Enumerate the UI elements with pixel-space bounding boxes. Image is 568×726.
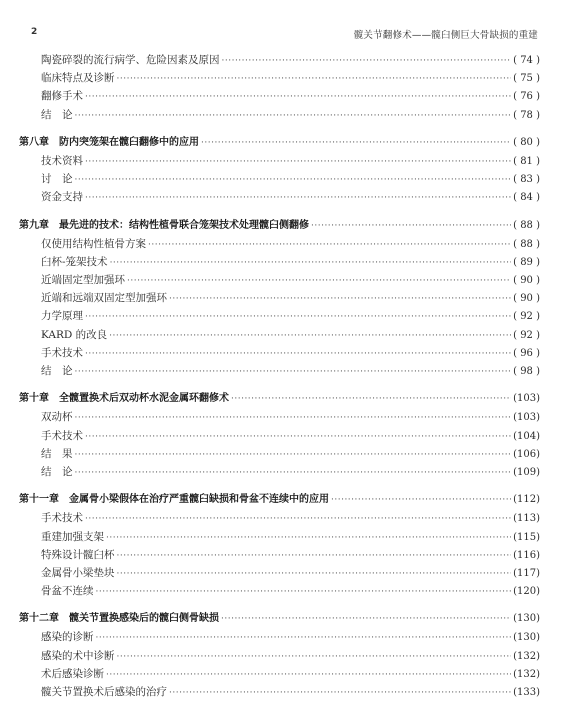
toc-entry-page: (130) — [513, 632, 540, 644]
toc-entry-title: 近端和远端双固定型加强环 — [41, 292, 167, 305]
toc-entry-title: 双动杯 — [41, 411, 73, 424]
toc-entry[interactable] — [19, 344, 540, 362]
toc-entry-page: (120) — [513, 586, 540, 598]
toc-entry-page: (132) — [513, 650, 540, 662]
toc-entry[interactable] — [19, 408, 540, 426]
toc-entry[interactable] — [19, 289, 540, 307]
toc-chapter-page: (130) — [513, 613, 540, 625]
toc-entry-page: (104) — [513, 430, 540, 442]
toc-entry-page: (132) — [513, 668, 540, 680]
toc-entry[interactable] — [19, 51, 540, 69]
dot-leader — [148, 236, 511, 254]
toc-chapter — [19, 217, 540, 381]
toc-entry-title: 骨盆不连续 — [41, 585, 94, 598]
toc-entry[interactable] — [19, 509, 540, 527]
toc-entry[interactable] — [19, 307, 540, 325]
toc-chapter — [19, 390, 540, 481]
toc-entry[interactable] — [19, 427, 540, 445]
toc-entry-title: 结 论 — [41, 108, 73, 121]
dot-leader — [117, 70, 512, 88]
toc-chapter-page: (112) — [513, 494, 540, 506]
toc-entry-page: ( 83 ) — [513, 174, 540, 186]
toc-chapter — [19, 134, 540, 207]
page-number: 2 — [31, 27, 38, 37]
toc-entry-title: 讨 论 — [41, 173, 73, 186]
toc-entry-title: 仅使用结构性植骨方案 — [41, 237, 146, 250]
toc-entry-page: ( 75 ) — [513, 73, 540, 85]
toc-entry-page: (116) — [513, 549, 540, 561]
toc-entry[interactable] — [19, 564, 540, 582]
toc-entry[interactable] — [19, 106, 540, 124]
toc-entry[interactable] — [19, 271, 540, 289]
toc-chapter-heading[interactable] — [19, 491, 540, 509]
toc-entry[interactable] — [19, 546, 540, 564]
dot-leader — [331, 491, 511, 509]
dot-leader — [75, 446, 512, 464]
toc-entry-title: 手术技术 — [41, 346, 83, 359]
dot-leader — [117, 565, 512, 583]
toc-entry-title: 特殊设计髋臼杯 — [41, 548, 115, 561]
toc-entry-page: ( 92 ) — [513, 329, 540, 341]
dot-leader — [85, 153, 511, 171]
dot-leader — [85, 308, 511, 326]
dot-leader — [110, 254, 512, 272]
toc-entry[interactable] — [19, 463, 540, 481]
toc-chapter-title: 第十一章 金属骨小梁假体在治疗严重髋臼缺损和骨盆不连续中的应用 — [19, 494, 329, 506]
toc-chapter — [19, 610, 540, 701]
dot-leader — [222, 52, 512, 70]
toc-entry-title: 力学原理 — [41, 310, 83, 323]
toc-entry-page: (109) — [513, 466, 540, 478]
toc-entry-page: (106) — [513, 448, 540, 460]
dot-leader — [85, 428, 511, 446]
toc-entry[interactable] — [19, 326, 540, 344]
toc-chapter-page: (103) — [513, 393, 540, 405]
toc-chapter — [19, 491, 540, 600]
toc-chapter-heading[interactable] — [19, 610, 540, 628]
dot-leader — [106, 529, 511, 547]
toc-entry[interactable] — [19, 582, 540, 600]
toc-chapter-title: 第九章 最先进的技术：结构性植骨联合笼架技术处理髋臼侧翻修 — [19, 219, 309, 231]
dot-leader — [96, 629, 512, 647]
dot-leader — [106, 666, 511, 684]
dot-leader — [75, 107, 512, 125]
dot-leader — [75, 464, 512, 482]
toc-entry-title: 感染的诊断 — [41, 631, 94, 644]
toc-entry[interactable] — [19, 235, 540, 253]
toc-entry[interactable] — [19, 362, 540, 380]
toc-entry-title: 重建加强支架 — [41, 530, 104, 543]
toc-entry-title: 结 论 — [41, 465, 73, 478]
dot-leader — [85, 189, 511, 207]
toc-entry-page: ( 88 ) — [513, 238, 540, 250]
toc-entry-title: 术后感染诊断 — [41, 667, 104, 680]
toc-chapter-title: 第十章 全髋置换术后双动杯水泥金属环翻修术 — [19, 393, 229, 405]
toc-entry-page: ( 90 ) — [513, 275, 540, 287]
toc-entry-page: ( 84 ) — [513, 192, 540, 204]
toc-entry[interactable] — [19, 647, 540, 665]
toc-entry-title: 结 果 — [41, 447, 73, 460]
dot-leader — [109, 327, 511, 345]
toc-continued-section — [19, 51, 540, 124]
dot-leader — [85, 345, 511, 363]
toc-entry-title: 技术资料 — [41, 154, 83, 167]
toc-entry[interactable] — [19, 69, 540, 87]
dot-leader — [85, 510, 511, 528]
toc-entry-page: ( 74 ) — [513, 55, 540, 66]
toc-entry-title: 手术技术 — [41, 429, 83, 442]
toc-entry-title: 金属骨小梁垫块 — [41, 566, 115, 579]
dot-leader — [221, 610, 511, 628]
toc-chapter-title: 第八章 防内突笼架在髋臼翻修中的应用 — [19, 136, 199, 148]
toc-entry-title: 翻修手术 — [41, 90, 83, 103]
toc-entry-title: 髋关节置换术后感染的治疗 — [41, 686, 167, 698]
dot-leader — [127, 272, 511, 290]
toc-entry-page: (117) — [513, 567, 540, 579]
toc-entry-page: (113) — [513, 513, 540, 525]
toc-chapter-title: 第十二章 髋关节置换感染后的髋臼侧骨缺损 — [19, 613, 219, 625]
dot-leader — [117, 648, 512, 666]
toc-entry-page: ( 90 ) — [513, 293, 540, 305]
dot-leader — [85, 88, 511, 106]
toc-entry-title: 资金支持 — [41, 191, 83, 204]
toc-entry-page: (115) — [513, 531, 540, 543]
toc-entry[interactable] — [19, 87, 540, 105]
toc-entry-title: 临床特点及诊断 — [41, 72, 115, 85]
dot-leader — [169, 290, 511, 308]
toc-entry-page: ( 76 ) — [513, 91, 540, 103]
toc-chapter-heading[interactable] — [19, 390, 540, 408]
toc-chapter-heading[interactable] — [19, 134, 540, 152]
dot-leader — [201, 134, 511, 152]
dot-leader — [169, 684, 511, 702]
toc-entry-title: 陶瓷碎裂的流行病学、危险因素及原因 — [41, 54, 220, 66]
toc-entry-page: ( 92 ) — [513, 311, 540, 323]
toc-entry-page: ( 96 ) — [513, 347, 540, 359]
toc-entry[interactable] — [19, 445, 540, 463]
toc-chapter-heading[interactable] — [19, 217, 540, 235]
toc-entry-title: 近端固定型加强环 — [41, 274, 125, 287]
toc-entry-title: 结 论 — [41, 365, 73, 377]
toc-entry-title: 臼杯-笼架技术 — [41, 255, 108, 268]
toc-entry-page: (103) — [513, 412, 540, 424]
toc-entry-title: KARD 的改良 — [41, 328, 108, 341]
toc-entry[interactable] — [19, 170, 540, 188]
running-title: 髋关节翻修术——髋臼侧巨大骨缺损的重建 — [353, 30, 538, 41]
toc-entry-page: ( 78 ) — [513, 109, 540, 121]
toc-chapter-page: ( 80 ) — [513, 136, 540, 148]
toc-entry-page: (133) — [513, 687, 540, 698]
page-header — [31, 27, 538, 41]
dot-leader — [117, 547, 512, 565]
toc-entry-title: 手术技术 — [41, 512, 83, 525]
dot-leader — [311, 217, 511, 235]
dot-leader — [231, 390, 511, 408]
toc-entry-page: ( 98 ) — [513, 366, 540, 377]
toc-entry-title: 感染的术中诊断 — [41, 649, 115, 662]
toc-entry[interactable] — [19, 683, 540, 701]
toc-entry[interactable] — [19, 188, 540, 206]
dot-leader — [75, 363, 512, 381]
toc-entry[interactable] — [19, 628, 540, 646]
toc-entry[interactable] — [19, 152, 540, 170]
toc-entry-page: ( 81 ) — [513, 155, 540, 167]
dot-leader — [75, 409, 512, 427]
toc-chapter-page: ( 88 ) — [513, 219, 540, 231]
toc-entry[interactable] — [19, 528, 540, 546]
toc-entry[interactable] — [19, 665, 540, 683]
toc-entry-page: ( 89 ) — [513, 256, 540, 268]
toc-entry[interactable] — [19, 253, 540, 271]
table-of-contents — [19, 51, 540, 711]
dot-leader — [96, 583, 512, 601]
dot-leader — [75, 171, 512, 189]
